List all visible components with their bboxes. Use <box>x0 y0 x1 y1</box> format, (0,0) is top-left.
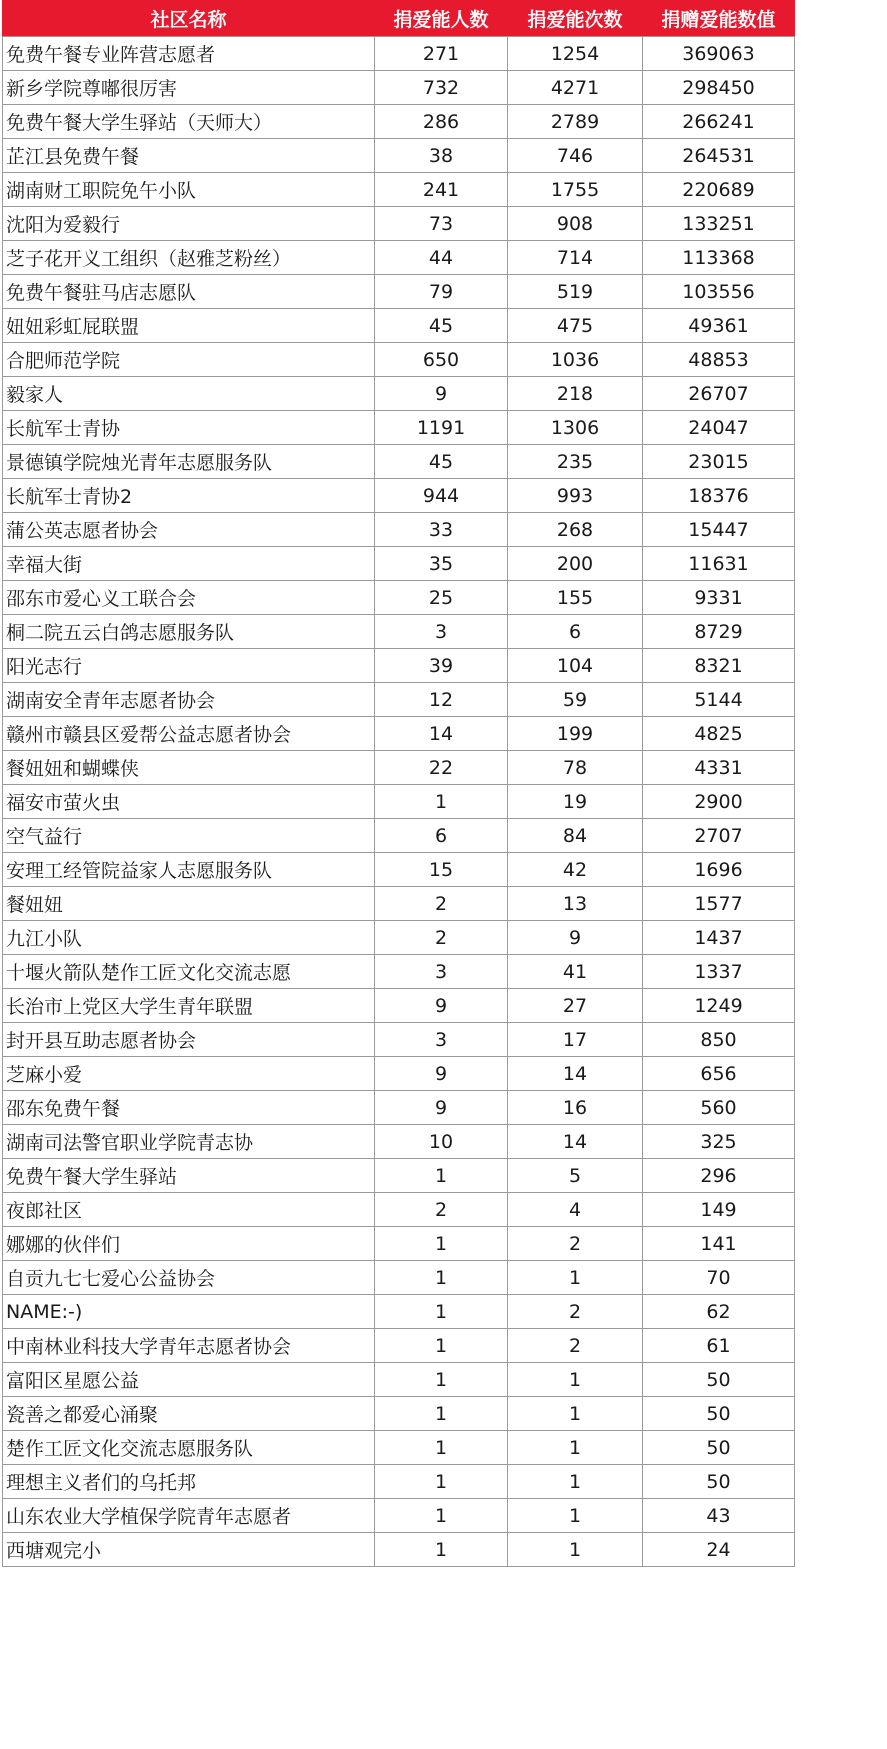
cell-donation-value: 8729 <box>643 615 795 649</box>
cell-donation-times: 14 <box>508 1057 643 1091</box>
cell-donor-count: 1 <box>375 1261 508 1295</box>
cell-community-name: 桐二院五云白鸽志愿服务队 <box>3 615 375 649</box>
cell-donation-value: 15447 <box>643 513 795 547</box>
table-row <box>3 1431 795 1465</box>
cell-community-name: 中南林业科技大学青年志愿者协会 <box>3 1329 375 1363</box>
cell-community-name: 福安市萤火虫 <box>3 785 375 819</box>
cell-donation-times: 475 <box>508 309 643 343</box>
cell-donation-times: 4271 <box>508 71 643 105</box>
cell-community-name: 西塘观完小 <box>3 1533 375 1567</box>
table-row <box>3 513 795 547</box>
cell-donation-value: 133251 <box>643 207 795 241</box>
cell-donor-count: 9 <box>375 1057 508 1091</box>
cell-donor-count: 1 <box>375 1431 508 1465</box>
cell-donation-times: 1 <box>508 1431 643 1465</box>
cell-community-name: 合肥师范学院 <box>3 343 375 377</box>
donation-ranking-table <box>2 0 795 1567</box>
cell-donor-count: 9 <box>375 989 508 1023</box>
cell-donor-count: 1 <box>375 1329 508 1363</box>
cell-donation-times: 1254 <box>508 37 643 71</box>
cell-donor-count: 1 <box>375 1499 508 1533</box>
cell-donor-count: 1 <box>375 1397 508 1431</box>
table-row <box>3 989 795 1023</box>
table-row <box>3 173 795 207</box>
table-row <box>3 751 795 785</box>
cell-donor-count: 1 <box>375 1465 508 1499</box>
cell-donation-value: 656 <box>643 1057 795 1091</box>
cell-donor-count: 14 <box>375 717 508 751</box>
cell-community-name: 封开县互助志愿者协会 <box>3 1023 375 1057</box>
cell-community-name: 瓷善之都爱心涌聚 <box>3 1397 375 1431</box>
cell-donation-times: 9 <box>508 921 643 955</box>
cell-donor-count: 35 <box>375 547 508 581</box>
cell-donor-count: 286 <box>375 105 508 139</box>
cell-donor-count: 1 <box>375 1227 508 1261</box>
header-row <box>3 1 795 37</box>
cell-community-name: 湖南财工职院免午小队 <box>3 173 375 207</box>
cell-donation-value: 850 <box>643 1023 795 1057</box>
cell-donation-times: 13 <box>508 887 643 921</box>
table-row <box>3 955 795 989</box>
cell-donation-times: 993 <box>508 479 643 513</box>
cell-donation-times: 42 <box>508 853 643 887</box>
table-row <box>3 1261 795 1295</box>
cell-community-name: 赣州市赣县区爱帮公益志愿者协会 <box>3 717 375 751</box>
cell-donor-count: 2 <box>375 1193 508 1227</box>
cell-donation-times: 41 <box>508 955 643 989</box>
cell-community-name: 空气益行 <box>3 819 375 853</box>
cell-community-name: 邵东市爱心义工联合会 <box>3 581 375 615</box>
cell-community-name: 长航军士青协2 <box>3 479 375 513</box>
cell-donor-count: 38 <box>375 139 508 173</box>
cell-community-name: 十堰火箭队楚作工匠文化交流志愿 <box>3 955 375 989</box>
cell-donor-count: 45 <box>375 309 508 343</box>
table-row <box>3 1329 795 1363</box>
cell-donation-value: 141 <box>643 1227 795 1261</box>
cell-donation-times: 59 <box>508 683 643 717</box>
cell-donor-count: 1 <box>375 1159 508 1193</box>
cell-donation-times: 84 <box>508 819 643 853</box>
cell-community-name: 理想主义者们的乌托邦 <box>3 1465 375 1499</box>
cell-donation-times: 1 <box>508 1465 643 1499</box>
cell-donation-times: 2 <box>508 1295 643 1329</box>
table-row <box>3 1227 795 1261</box>
cell-community-name: 妞妞彩虹屁联盟 <box>3 309 375 343</box>
cell-donation-value: 1577 <box>643 887 795 921</box>
cell-donor-count: 271 <box>375 37 508 71</box>
table-row <box>3 1023 795 1057</box>
cell-donor-count: 9 <box>375 1091 508 1125</box>
cell-donor-count: 44 <box>375 241 508 275</box>
cell-community-name: 餐妞妞和蝴蝶侠 <box>3 751 375 785</box>
table-row <box>3 1159 795 1193</box>
table-row <box>3 717 795 751</box>
cell-donation-times: 746 <box>508 139 643 173</box>
table-row <box>3 1295 795 1329</box>
cell-community-name: 芝子花开义工组织（赵雅芝粉丝） <box>3 241 375 275</box>
table-row <box>3 105 795 139</box>
cell-donor-count: 241 <box>375 173 508 207</box>
table-row <box>3 1499 795 1533</box>
cell-donation-value: 11631 <box>643 547 795 581</box>
table-row <box>3 71 795 105</box>
cell-donation-times: 200 <box>508 547 643 581</box>
table-row <box>3 547 795 581</box>
table-row <box>3 1193 795 1227</box>
header-community-name: 社区名称 <box>3 1 375 37</box>
cell-community-name: 九江小队 <box>3 921 375 955</box>
cell-community-name: 幸福大街 <box>3 547 375 581</box>
cell-community-name: 娜娜的伙伴们 <box>3 1227 375 1261</box>
cell-donation-times: 1755 <box>508 173 643 207</box>
cell-donor-count: 33 <box>375 513 508 547</box>
cell-donor-count: 73 <box>375 207 508 241</box>
cell-donation-times: 1 <box>508 1363 643 1397</box>
cell-donation-times: 714 <box>508 241 643 275</box>
table-header <box>3 1 795 37</box>
table-row <box>3 1533 795 1567</box>
table-row <box>3 785 795 819</box>
table-row <box>3 887 795 921</box>
cell-donor-count: 1 <box>375 1363 508 1397</box>
cell-donation-value: 264531 <box>643 139 795 173</box>
cell-donation-value: 4331 <box>643 751 795 785</box>
table-row <box>3 411 795 445</box>
table-row <box>3 1091 795 1125</box>
cell-community-name: 楚作工匠文化交流志愿服务队 <box>3 1431 375 1465</box>
table-row <box>3 139 795 173</box>
cell-donor-count: 2 <box>375 921 508 955</box>
cell-donation-value: 50 <box>643 1397 795 1431</box>
cell-donation-value: 296 <box>643 1159 795 1193</box>
cell-community-name: 湖南司法警官职业学院青志协 <box>3 1125 375 1159</box>
cell-donation-value: 5144 <box>643 683 795 717</box>
cell-community-name: 新乡学院尊嘟很厉害 <box>3 71 375 105</box>
table-row <box>3 683 795 717</box>
cell-community-name: 沈阳为爱毅行 <box>3 207 375 241</box>
cell-donation-times: 1 <box>508 1397 643 1431</box>
table-row <box>3 343 795 377</box>
table-row <box>3 1057 795 1091</box>
cell-donor-count: 1 <box>375 785 508 819</box>
cell-donation-value: 50 <box>643 1465 795 1499</box>
cell-donation-times: 14 <box>508 1125 643 1159</box>
table-row <box>3 853 795 887</box>
cell-donation-times: 1 <box>508 1533 643 1567</box>
cell-donation-value: 50 <box>643 1363 795 1397</box>
cell-donation-times: 199 <box>508 717 643 751</box>
cell-donation-times: 78 <box>508 751 643 785</box>
cell-donation-times: 1036 <box>508 343 643 377</box>
cell-donor-count: 3 <box>375 615 508 649</box>
table-row <box>3 921 795 955</box>
cell-donor-count: 732 <box>375 71 508 105</box>
cell-donation-times: 155 <box>508 581 643 615</box>
table-row <box>3 275 795 309</box>
cell-community-name: 长航军士青协 <box>3 411 375 445</box>
cell-donor-count: 25 <box>375 581 508 615</box>
cell-donation-times: 908 <box>508 207 643 241</box>
cell-donation-times: 235 <box>508 445 643 479</box>
cell-donation-value: 62 <box>643 1295 795 1329</box>
table-row <box>3 377 795 411</box>
cell-donation-value: 8321 <box>643 649 795 683</box>
cell-donation-value: 1337 <box>643 955 795 989</box>
cell-community-name: 自贡九七七爱心公益协会 <box>3 1261 375 1295</box>
cell-donation-value: 1696 <box>643 853 795 887</box>
cell-community-name: NAME:-) <box>3 1295 375 1329</box>
table-row <box>3 1465 795 1499</box>
cell-donation-value: 26707 <box>643 377 795 411</box>
cell-donation-times: 5 <box>508 1159 643 1193</box>
cell-donor-count: 650 <box>375 343 508 377</box>
cell-community-name: 芝麻小爱 <box>3 1057 375 1091</box>
cell-donation-value: 61 <box>643 1329 795 1363</box>
cell-donor-count: 45 <box>375 445 508 479</box>
cell-donor-count: 12 <box>375 683 508 717</box>
cell-donation-value: 2707 <box>643 819 795 853</box>
cell-donation-value: 560 <box>643 1091 795 1125</box>
table-row <box>3 241 795 275</box>
cell-donation-times: 2789 <box>508 105 643 139</box>
cell-community-name: 免费午餐大学生驿站（天师大） <box>3 105 375 139</box>
cell-donation-value: 298450 <box>643 71 795 105</box>
cell-donation-value: 1437 <box>643 921 795 955</box>
table-row <box>3 445 795 479</box>
cell-community-name: 邵东免费午餐 <box>3 1091 375 1125</box>
cell-donation-value: 70 <box>643 1261 795 1295</box>
table-row <box>3 309 795 343</box>
table-row <box>3 819 795 853</box>
cell-donation-times: 268 <box>508 513 643 547</box>
table-row <box>3 615 795 649</box>
cell-donation-value: 50 <box>643 1431 795 1465</box>
table-row <box>3 1363 795 1397</box>
cell-donor-count: 944 <box>375 479 508 513</box>
cell-donor-count: 15 <box>375 853 508 887</box>
table-row <box>3 649 795 683</box>
cell-community-name: 景德镇学院烛光青年志愿服务队 <box>3 445 375 479</box>
cell-donation-value: 18376 <box>643 479 795 513</box>
cell-donor-count: 6 <box>375 819 508 853</box>
table-body <box>3 37 795 1567</box>
cell-donor-count: 39 <box>375 649 508 683</box>
header-donation-value: 捐赠爱能数值 <box>643 1 795 37</box>
cell-donation-times: 104 <box>508 649 643 683</box>
cell-donation-times: 27 <box>508 989 643 1023</box>
cell-donation-times: 1306 <box>508 411 643 445</box>
cell-donation-times: 19 <box>508 785 643 819</box>
cell-donation-value: 1249 <box>643 989 795 1023</box>
cell-donation-value: 113368 <box>643 241 795 275</box>
cell-community-name: 湖南安全青年志愿者协会 <box>3 683 375 717</box>
header-donation-times: 捐爱能次数 <box>508 1 643 37</box>
cell-community-name: 山东农业大学植保学院青年志愿者 <box>3 1499 375 1533</box>
cell-donation-times: 6 <box>508 615 643 649</box>
cell-donation-value: 2900 <box>643 785 795 819</box>
cell-donation-value: 48853 <box>643 343 795 377</box>
cell-donor-count: 79 <box>375 275 508 309</box>
cell-donation-value: 23015 <box>643 445 795 479</box>
cell-donor-count: 10 <box>375 1125 508 1159</box>
cell-donor-count: 3 <box>375 955 508 989</box>
cell-donation-value: 220689 <box>643 173 795 207</box>
cell-donation-value: 43 <box>643 1499 795 1533</box>
cell-donor-count: 1 <box>375 1533 508 1567</box>
table-row <box>3 37 795 71</box>
cell-community-name: 安理工经管院益家人志愿服务队 <box>3 853 375 887</box>
table-row <box>3 1125 795 1159</box>
cell-community-name: 餐妞妞 <box>3 887 375 921</box>
cell-donation-value: 103556 <box>643 275 795 309</box>
cell-community-name: 长治市上党区大学生青年联盟 <box>3 989 375 1023</box>
cell-donor-count: 3 <box>375 1023 508 1057</box>
cell-donor-count: 1191 <box>375 411 508 445</box>
cell-donation-times: 218 <box>508 377 643 411</box>
cell-community-name: 毅家人 <box>3 377 375 411</box>
cell-donor-count: 9 <box>375 377 508 411</box>
cell-community-name: 芷江县免费午餐 <box>3 139 375 173</box>
cell-donation-value: 149 <box>643 1193 795 1227</box>
cell-donation-value: 24 <box>643 1533 795 1567</box>
cell-donation-times: 1 <box>508 1499 643 1533</box>
table-row <box>3 207 795 241</box>
cell-donation-value: 24047 <box>643 411 795 445</box>
cell-community-name: 富阳区星愿公益 <box>3 1363 375 1397</box>
cell-donor-count: 2 <box>375 887 508 921</box>
cell-donation-value: 4825 <box>643 717 795 751</box>
cell-donor-count: 22 <box>375 751 508 785</box>
cell-community-name: 免费午餐大学生驿站 <box>3 1159 375 1193</box>
cell-donor-count: 1 <box>375 1295 508 1329</box>
cell-community-name: 夜郎社区 <box>3 1193 375 1227</box>
cell-donation-times: 2 <box>508 1329 643 1363</box>
cell-donation-times: 4 <box>508 1193 643 1227</box>
cell-donation-times: 2 <box>508 1227 643 1261</box>
cell-donation-times: 1 <box>508 1261 643 1295</box>
cell-donation-value: 9331 <box>643 581 795 615</box>
cell-donation-times: 519 <box>508 275 643 309</box>
cell-community-name: 阳光志行 <box>3 649 375 683</box>
header-donor-count: 捐爱能人数 <box>375 1 508 37</box>
cell-donation-value: 369063 <box>643 37 795 71</box>
cell-community-name: 蒲公英志愿者协会 <box>3 513 375 547</box>
cell-donation-value: 49361 <box>643 309 795 343</box>
table-row <box>3 479 795 513</box>
cell-community-name: 免费午餐驻马店志愿队 <box>3 275 375 309</box>
cell-donation-value: 266241 <box>643 105 795 139</box>
cell-donation-times: 17 <box>508 1023 643 1057</box>
table-row <box>3 1397 795 1431</box>
table-row <box>3 581 795 615</box>
cell-donation-times: 16 <box>508 1091 643 1125</box>
cell-donation-value: 325 <box>643 1125 795 1159</box>
cell-community-name: 免费午餐专业阵营志愿者 <box>3 37 375 71</box>
